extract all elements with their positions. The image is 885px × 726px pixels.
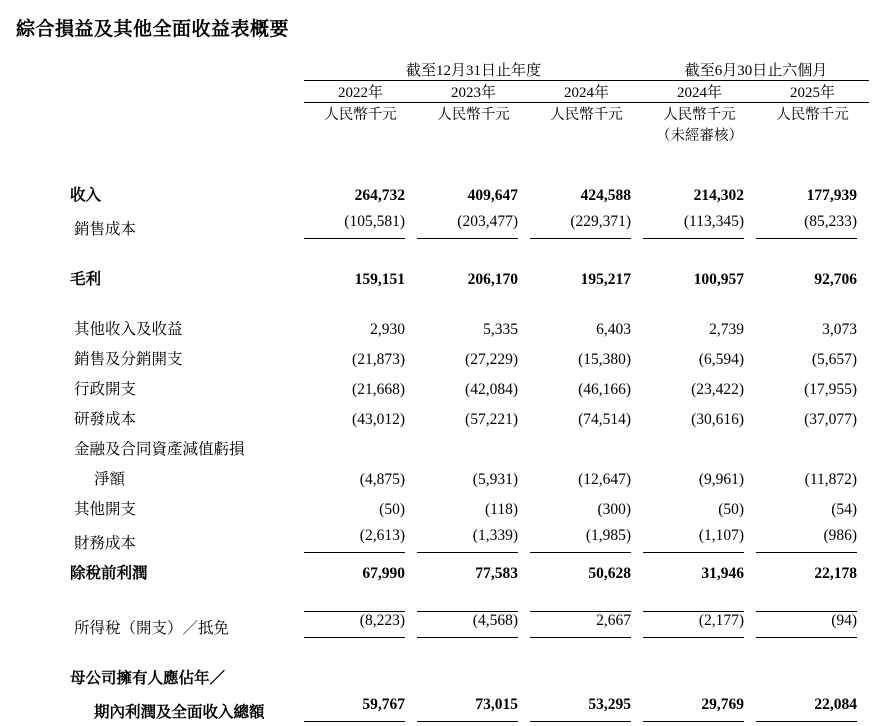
year-header-2025-interim: 2025年 xyxy=(790,85,836,101)
row-label: 所得稅（開支）／抵免 xyxy=(74,620,230,637)
row-value: (2,177) xyxy=(643,607,756,642)
row-value: 50,628 xyxy=(588,565,632,582)
currency-header-2024: 人民幣千元 xyxy=(550,107,623,123)
row-value: 22,178 xyxy=(814,565,858,582)
table-row xyxy=(14,433,869,463)
row-value: (6,594) xyxy=(698,351,745,368)
row-value: (4,568) xyxy=(417,607,530,642)
table-row xyxy=(14,523,869,557)
row-value: 59,767 xyxy=(304,692,417,726)
row-value: (21,668) xyxy=(352,381,405,398)
currency-header-spacer xyxy=(14,103,304,124)
row-value: (74,514) xyxy=(578,411,632,428)
group-header-interim: 截至6月30日止六個月 xyxy=(684,63,828,79)
row-value: (986) xyxy=(756,523,869,557)
year-header-2024: 2024年 xyxy=(564,85,610,101)
row-value: (94) xyxy=(756,607,869,642)
row-value: (54) xyxy=(831,501,858,518)
row-value: (85,233) xyxy=(756,209,869,243)
group-header-row xyxy=(14,59,869,80)
row-value: 2,930 xyxy=(370,321,405,338)
table-row xyxy=(14,179,869,209)
row-value: (50) xyxy=(718,501,745,518)
financial-summary-table xyxy=(14,59,869,726)
row-label: 銷售成本 xyxy=(74,221,137,238)
row-value: 29,769 xyxy=(643,692,756,726)
row-value: 159,151 xyxy=(354,271,405,288)
row-value: (17,955) xyxy=(804,381,858,398)
row-value: (1,107) xyxy=(643,523,756,557)
row-value: 100,957 xyxy=(693,271,745,288)
row-value: 77,583 xyxy=(475,565,518,582)
row-value: 177,939 xyxy=(806,187,858,204)
currency-sub-2022 xyxy=(304,124,417,145)
row-gap xyxy=(14,243,869,263)
row-value: (50) xyxy=(379,501,405,518)
row-value: (11,872) xyxy=(804,471,858,488)
currency-subheader-row xyxy=(14,124,869,145)
currency-sub-2024-interim: （未經審核） xyxy=(656,128,744,144)
currency-header-2024-interim: 人民幣千元 xyxy=(663,107,736,123)
row-value: (203,477) xyxy=(417,209,530,243)
row-value: 73,015 xyxy=(417,692,530,726)
row-label: 金融及合同資產減值虧損 xyxy=(74,441,245,458)
currency-header-2022: 人民幣千元 xyxy=(324,107,397,123)
table-row xyxy=(14,662,869,692)
currency-header-2025-interim: 人民幣千元 xyxy=(776,107,849,123)
row-value: 264,732 xyxy=(354,187,405,204)
currency-sub-2023 xyxy=(417,124,530,145)
table-row xyxy=(14,463,869,493)
row-value: (1,985) xyxy=(530,523,643,557)
row-value: (27,229) xyxy=(465,351,518,368)
row-label: 其他收入及收益 xyxy=(74,321,183,338)
year-header-row xyxy=(14,81,869,102)
row-label-continuation: 淨額 xyxy=(94,471,126,488)
row-value: (5,657) xyxy=(811,351,858,368)
row-value: (4,875) xyxy=(359,471,405,488)
row-value: 67,990 xyxy=(362,565,405,582)
table-row xyxy=(14,209,869,243)
row-value: (30,616) xyxy=(691,411,745,428)
row-value-empty xyxy=(417,433,530,463)
table-row xyxy=(14,373,869,403)
row-value: 206,170 xyxy=(467,271,518,288)
table-row xyxy=(14,493,869,523)
currency-sub-spacer xyxy=(14,124,304,145)
row-value-empty xyxy=(530,662,643,692)
row-label-continuation: 期內利潤及全面收入總額 xyxy=(94,704,265,721)
row-value: (57,221) xyxy=(465,411,518,428)
row-value: (46,166) xyxy=(578,381,632,398)
row-value: (1,339) xyxy=(417,523,530,557)
row-label: 銷售及分銷開支 xyxy=(74,351,183,368)
currency-sub-2025-interim xyxy=(756,124,869,145)
row-value: (5,931) xyxy=(472,471,518,488)
group-header-spacer xyxy=(14,59,304,80)
table-row xyxy=(14,403,869,433)
row-value: (300) xyxy=(597,501,632,518)
table-row xyxy=(14,692,869,726)
group-header-annual: 截至12月31日止年度 xyxy=(406,63,542,79)
row-value: (113,345) xyxy=(643,209,756,243)
row-value: (23,422) xyxy=(691,381,745,398)
row-gap xyxy=(14,293,869,313)
row-value: (8,223) xyxy=(304,607,417,642)
row-value: (2,613) xyxy=(304,523,417,557)
row-value: (229,371) xyxy=(530,209,643,243)
row-value-empty xyxy=(304,433,417,463)
row-label: 除稅前利潤 xyxy=(70,565,148,582)
table-row xyxy=(14,313,869,343)
header-body-gap xyxy=(14,145,869,179)
row-value-empty xyxy=(304,662,417,692)
row-value: 424,588 xyxy=(580,187,632,204)
row-value: (15,380) xyxy=(578,351,632,368)
row-value: 2,667 xyxy=(530,607,643,642)
row-value: (42,084) xyxy=(465,381,518,398)
row-value: (9,961) xyxy=(698,471,745,488)
row-label: 毛利 xyxy=(70,271,102,288)
row-value: 6,403 xyxy=(596,321,632,338)
row-value-empty xyxy=(756,433,869,463)
currency-header-2023: 人民幣千元 xyxy=(437,107,510,123)
row-label: 母公司擁有人應佔年／ xyxy=(70,670,226,687)
row-value: 3,073 xyxy=(822,321,858,338)
row-value: (21,873) xyxy=(352,351,405,368)
row-value: 22,084 xyxy=(756,692,869,726)
page-title: 綜合損益及其他全面收益表概要 xyxy=(16,19,290,40)
row-value: 5,335 xyxy=(483,321,518,338)
row-label: 行政開支 xyxy=(74,381,137,398)
row-value: (37,077) xyxy=(804,411,858,428)
row-value-empty xyxy=(417,662,530,692)
row-value: (118) xyxy=(485,501,518,518)
row-label: 收入 xyxy=(70,187,102,204)
table-row xyxy=(14,557,869,587)
row-value-empty xyxy=(643,433,756,463)
row-value-empty xyxy=(756,662,869,692)
currency-sub-2024 xyxy=(530,124,643,145)
row-value: (12,647) xyxy=(578,471,632,488)
row-value: 53,295 xyxy=(530,692,643,726)
row-gap xyxy=(14,587,869,607)
row-value: 2,739 xyxy=(709,321,745,338)
row-value: 409,647 xyxy=(467,187,518,204)
year-header-2022: 2022年 xyxy=(337,85,383,101)
row-label: 研發成本 xyxy=(74,411,137,428)
table-row xyxy=(14,607,869,642)
row-value: (105,581) xyxy=(304,209,417,243)
row-value: (43,012) xyxy=(352,411,405,428)
row-gap xyxy=(14,642,869,662)
currency-header-row xyxy=(14,103,869,124)
row-value: 31,946 xyxy=(701,565,745,582)
year-header-2023: 2023年 xyxy=(450,85,496,101)
row-value-empty xyxy=(643,662,756,692)
row-label: 財務成本 xyxy=(74,535,137,552)
table-row xyxy=(14,263,869,293)
row-value: 214,302 xyxy=(693,187,745,204)
row-value: 92,706 xyxy=(814,271,858,288)
row-value: 195,217 xyxy=(580,271,632,288)
row-label: 其他開支 xyxy=(74,501,137,518)
row-value-empty xyxy=(530,433,643,463)
year-header-spacer xyxy=(14,81,304,102)
year-header-2024-interim: 2024年 xyxy=(677,85,723,101)
table-row xyxy=(14,343,869,373)
